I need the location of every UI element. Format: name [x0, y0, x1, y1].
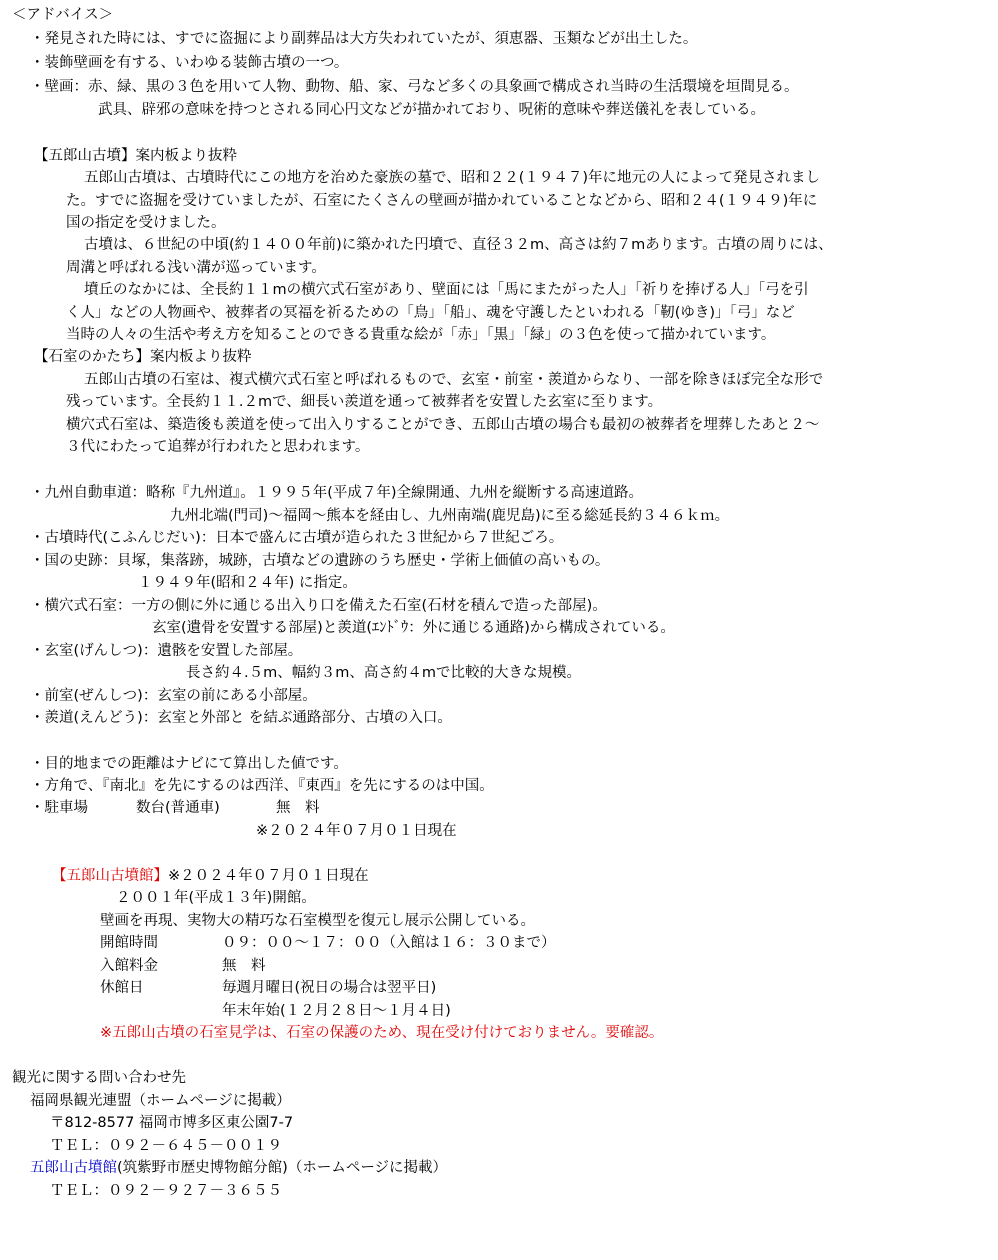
kofun-board-line: 国の指定を受けました。 — [66, 215, 226, 231]
glossary-item-cont: １９４９年(昭和２４年) に指定。 — [138, 575, 357, 591]
stone-board-line: 残っています。全長約１１.２mで、細長い羨道を通って被葬者を安置した玄室に至ります。 — [66, 394, 663, 410]
glossary-item: ・玄室(げんしつ)：遺骸を安置した部屋。 — [30, 643, 303, 659]
parking-label: ・駐車場 — [30, 800, 88, 816]
contact-org1-address: 〒812-8577 福岡市博多区東公園7-7 — [50, 1115, 294, 1131]
glossary-item-cont: 長さ約４.５m、幅約３m、高さ約４mで比較的大きな規模。 — [186, 665, 581, 681]
kofun-board-line: た。すでに盗掘を受けていましたが、石室にたくさんの壁画が描かれていることなどから、昭和２４(１９４９)年に — [66, 193, 818, 209]
stone-board-heading: 【石室のかたち】案内板より抜粋 — [34, 349, 252, 365]
advice-item-2: ・装飾壁画を有する、いわゆる装飾古墳の一つ。 — [30, 55, 349, 71]
kofun-board-line: く人」などの人物画や、被葬者の冥福を祈るための「鳥」「船」、魂を守護したといわれる「靭(ゆき)」「弓」など — [66, 305, 795, 321]
notes-as-of: ※２０２４年０７月０１日現在 — [256, 823, 457, 839]
museum-opened: ２００１年(平成１３年)開館。 — [116, 890, 316, 906]
hours-value: ０９：００～１７：００（入館は１６：３０まで） — [222, 935, 556, 951]
advice-item-1: ・発見された時には、すでに盗掘により副葬品は大方失われていたが、須恵器、玉類などが出土した。 — [30, 31, 698, 47]
parking-count: 数台(普通車) — [136, 800, 220, 816]
museum-bracket-open: 【 — [52, 868, 67, 884]
glossary-item: ・羨道(えんどう)：玄室と外部と を結ぶ通路部分、古墳の入口。 — [30, 710, 452, 726]
glossary-item: ・前室(ぜんしつ)：玄室の前にある小部屋。 — [30, 688, 317, 704]
contact-org1: 福岡県観光連盟（ホームページに掲載） — [30, 1093, 291, 1109]
advice-heading: ＜アドバイス＞ — [12, 7, 114, 23]
museum-bracket-close: 】 — [153, 868, 168, 884]
fee-label: 入館料金 — [100, 958, 158, 974]
stone-board-line: 五郎山古墳の石室は、複式横穴式石室と呼ばれるもので、玄室・前室・羨道からなり、一部を除きほぼ完全な形で — [84, 372, 824, 388]
kofun-board-line: 五郎山古墳は、古墳時代にこの地方を治めた豪族の墓で、昭和２２(１９４７)年に地元の人によって発見されまし — [84, 170, 821, 186]
glossary-item: ・横穴式石室：一方の側に外に通じる出入り口を備えた石室(石材を積んで造った部屋)。 — [30, 598, 607, 614]
museum-heading — [52, 865, 369, 887]
glossary-item: ・国の史跡：貝塚，集落跡，城跡，古墳などの遺跡のうち歴史・学術上価値の高いもの。 — [30, 553, 610, 569]
glossary-item: ・古墳時代(こふんじだい)：日本で盛んに古墳が造られた３世紀から７世紀ごろ。 — [30, 530, 564, 546]
glossary-item: ・九州自動車道：略称『九州道』。１９９５年(平成７年)全線開通、九州を縦断する高速道路。 — [30, 485, 644, 501]
glossary-item-cont: 九州北端(門司)～福岡～熊本を経由し、九州南端(鹿児島)に至る総延長約３４６ｋｍ。 — [170, 508, 730, 524]
advice-item-3: ・壁画：赤、緑、黒の３色を用いて人物、動物、船、家、弓など多くの具象画で構成され当時の生活環境を垣間見る。 — [30, 79, 799, 95]
parking-fee: 無 料 — [276, 800, 320, 816]
contact-org2-rest: (筑紫野市歴史博物館分館)（ホームページに掲載） — [117, 1160, 448, 1176]
contact-org1-tel: ＴＥＬ：０９２－６４５－００１９ — [50, 1138, 282, 1154]
museum-warning: ※五郎山古墳の石室見学は、石室の保護のため、現在受け付けておりません。要確認。 — [100, 1025, 664, 1041]
contact-heading: 観光に関する問い合わせ先 — [12, 1070, 186, 1086]
kofun-board-line: 当時の人々の生活や考え方を知ることのできる貴重な絵が「赤」「黒」「緑」の３色を使って描かれています。 — [66, 327, 776, 343]
stone-board-line: ３代にわたって追葬が行われたと思われます。 — [66, 439, 370, 455]
closed-label: 休館日 — [100, 980, 144, 996]
advice-item-3-cont: 武具、辟邪の意味を持つとされる同心円文などが描かれており、呪術的意味や葬送儀礼を表している。 — [98, 102, 765, 118]
glossary-item-cont: 玄室(遺骨を安置する部屋)と羨道(ｴﾝﾄﾞｳ：外に通じる通路)から構成されている。 — [152, 620, 675, 636]
closed-value: 年末年始(１２月２８日～１月４日) — [222, 1003, 451, 1019]
kofun-board-line: 古墳は、６世紀の中頃(約１４００年前)に築かれた円墳で、直径３２m、高さは約７mあります。古墳の周りには、 — [84, 237, 833, 253]
note-distance: ・目的地までの距離はナビにて算出した値です。 — [30, 756, 348, 772]
note-direction: ・方角で、『南北』を先にするのは西洋、『東西』を先にするのは中国。 — [30, 778, 494, 794]
stone-board-line: 横穴式石室は、築造後も羨道を使って出入りすることができ、五郎山古墳の場合も最初の被葬者を埋葬したあと２～ — [66, 417, 820, 433]
museum-name: 五郎山古墳館 — [66, 868, 154, 884]
museum-as-of: ※２０２４年０７月０１日現在 — [168, 868, 369, 884]
kofun-board-heading: 【五郎山古墳】案内板より抜粋 — [34, 148, 237, 164]
kofun-board-line: 墳丘のなかには、全長約１１mの横穴式石室があり、壁面には「馬にまたがった人」「祈りを捧げる人」「弓を引 — [84, 282, 809, 298]
hours-label: 開館時間 — [100, 935, 158, 951]
contact-org2-tel: ＴＥＬ：０９２－９２７－３６５５ — [50, 1183, 282, 1199]
fee-value: 無 料 — [222, 958, 266, 974]
contact-org2-link[interactable]: 五郎山古墳館 — [30, 1160, 117, 1176]
kofun-board-line: 周溝と呼ばれる浅い溝が巡っています。 — [66, 260, 326, 276]
closed-value: 毎週月曜日(祝日の場合は翌平日) — [222, 980, 437, 996]
museum-description: 壁画を再現、実物大の精巧な石室模型を復元し展示公開している。 — [100, 913, 535, 929]
contact-org2 — [30, 1157, 447, 1179]
